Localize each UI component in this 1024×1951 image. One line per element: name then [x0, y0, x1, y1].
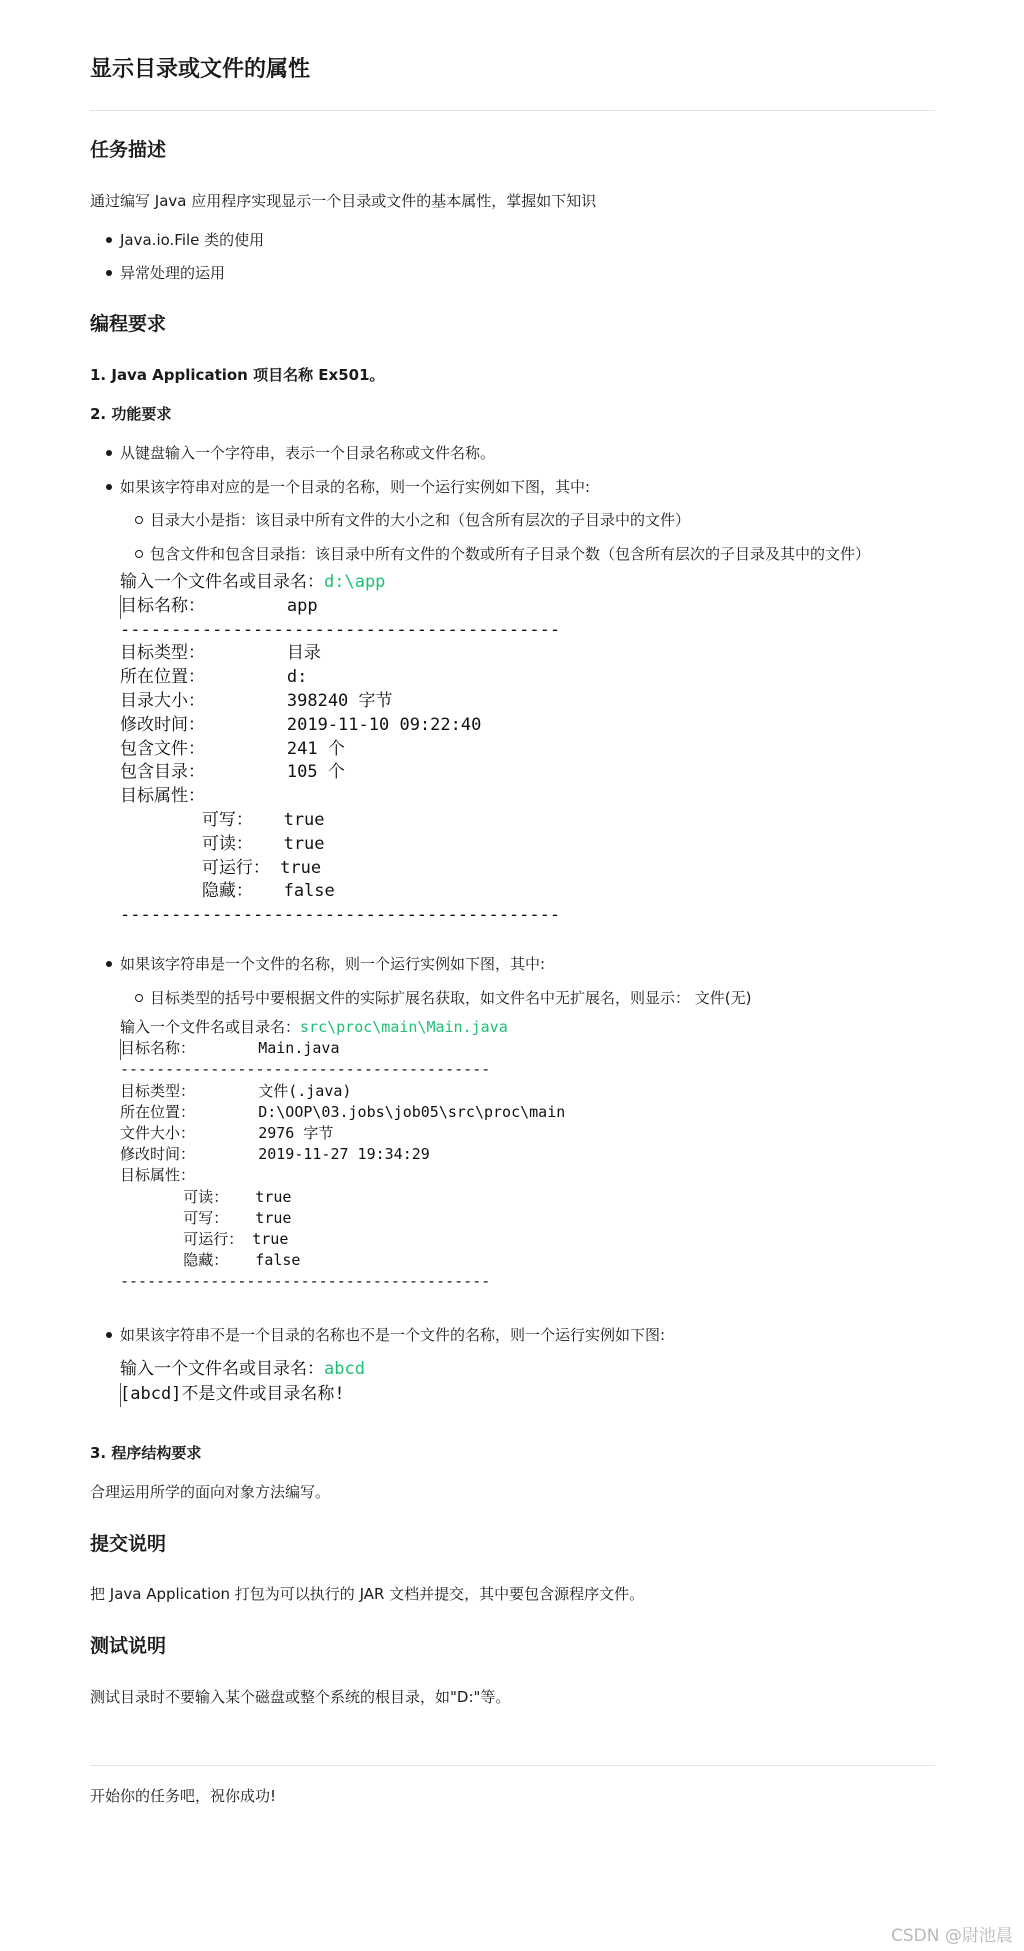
requirement-3: 3. 程序结构要求 — [90, 1444, 202, 1462]
footer-text: 开始你的任务吧，祝你成功! — [90, 1787, 277, 1805]
console-output-file: 输入一个文件名或目录名：src\proc\main\Main.java 目标名称： Main.java ----------------------------------------- 目标类型： 文件(.java) 所在位置： D:\OOP\03.jobs\job05\src\proc\main 文件大小： 2976 字节 修改时间： 2019-11-27 19:34:29 目标属性： 可读： true 可写： true 可运行： true 隐藏： false ----------------------------------------- — [120, 1018, 566, 1291]
requirements-heading: 编程要求 — [90, 313, 167, 335]
requirement-2: 2. 功能要求 — [90, 405, 172, 423]
list-item: 如果该字符串是一个文件的名称，则一个运行实例如下图，其中: — [120, 955, 546, 973]
requirement-1: 1. Java Application 项目名称 Ex501。 — [90, 366, 385, 384]
watermark: CSDN @尉池晨 — [891, 1926, 1013, 1946]
console-input: d:\app — [324, 572, 386, 592]
submit-heading: 提交说明 — [90, 1533, 167, 1555]
sub-list-item: 目录大小是指：该目录中所有文件的大小之和（包含所有层次的子目录中的文件） — [150, 511, 691, 529]
console-prompt-line: 输入一个文件名或目录名：src\proc\main\Main.java — [120, 1018, 508, 1036]
list-item: 如果该字符串不是一个目录的名称也不是一个文件的名称，则一个运行实例如下图: — [120, 1326, 666, 1344]
submit-text: 把 Java Application 打包为可以执行的 JAR 文档并提交，其中要包含源程序文件。 — [90, 1585, 645, 1603]
requirement-3-text: 合理运用所学的面向对象方法编写。 — [90, 1483, 331, 1501]
sub-list-item: 目标类型的括号中要根据文件的实际扩展名获取，如文件名中无扩展名，则显示： 文件(无) — [150, 989, 752, 1007]
console-prompt-line: 输入一个文件名或目录名：abcd — [120, 1359, 365, 1379]
task-heading: 任务描述 — [90, 139, 167, 161]
list-item: 从键盘输入一个字符串，表示一个目录名称或文件名称。 — [120, 444, 496, 462]
page-title: 显示目录或文件的属性 — [90, 57, 311, 82]
footer-divider — [90, 1765, 935, 1766]
console-output-directory: 输入一个文件名或目录名：d:\app 目标名称： app ------------------------------------------- 目标类型： 目录 所在位置： d: 目录大小： 398240 字节 修改时间： 2019-11-10 09:22:40 包含文件： 241 个 包含目录： 105 个 目标属性： 可写： true 可读： true 可运行： true 隐藏： false ------------------------------------------- — [120, 572, 561, 926]
test-text: 测试目录时不要输入某个磁盘或整个系统的根目录，如"D:"等。 — [90, 1688, 511, 1706]
console-input: src\proc\main\Main.java — [300, 1018, 508, 1036]
task-intro: 通过编写 Java 应用程序实现显示一个目录或文件的基本属性，掌握如下知识 — [90, 192, 597, 210]
list-item: 异常处理的运用 — [120, 264, 226, 282]
title-divider — [90, 110, 935, 111]
console-input: abcd — [324, 1359, 365, 1379]
test-heading: 测试说明 — [90, 1635, 167, 1657]
list-item: Java.io.File 类的使用 — [120, 231, 265, 249]
list-item: 如果该字符串对应的是一个目录的名称，则一个运行实例如下图，其中: — [120, 478, 591, 496]
console-prompt-line: 输入一个文件名或目录名：d:\app — [120, 572, 386, 592]
console-output-invalid: 输入一个文件名或目录名：abcd [abcd]不是文件或目录名称! — [120, 1359, 365, 1404]
sub-list-item: 包含文件和包含目录指：该目录中所有文件的个数或所有子目录个数（包含所有层次的子目录及其中的文件） — [150, 545, 871, 563]
